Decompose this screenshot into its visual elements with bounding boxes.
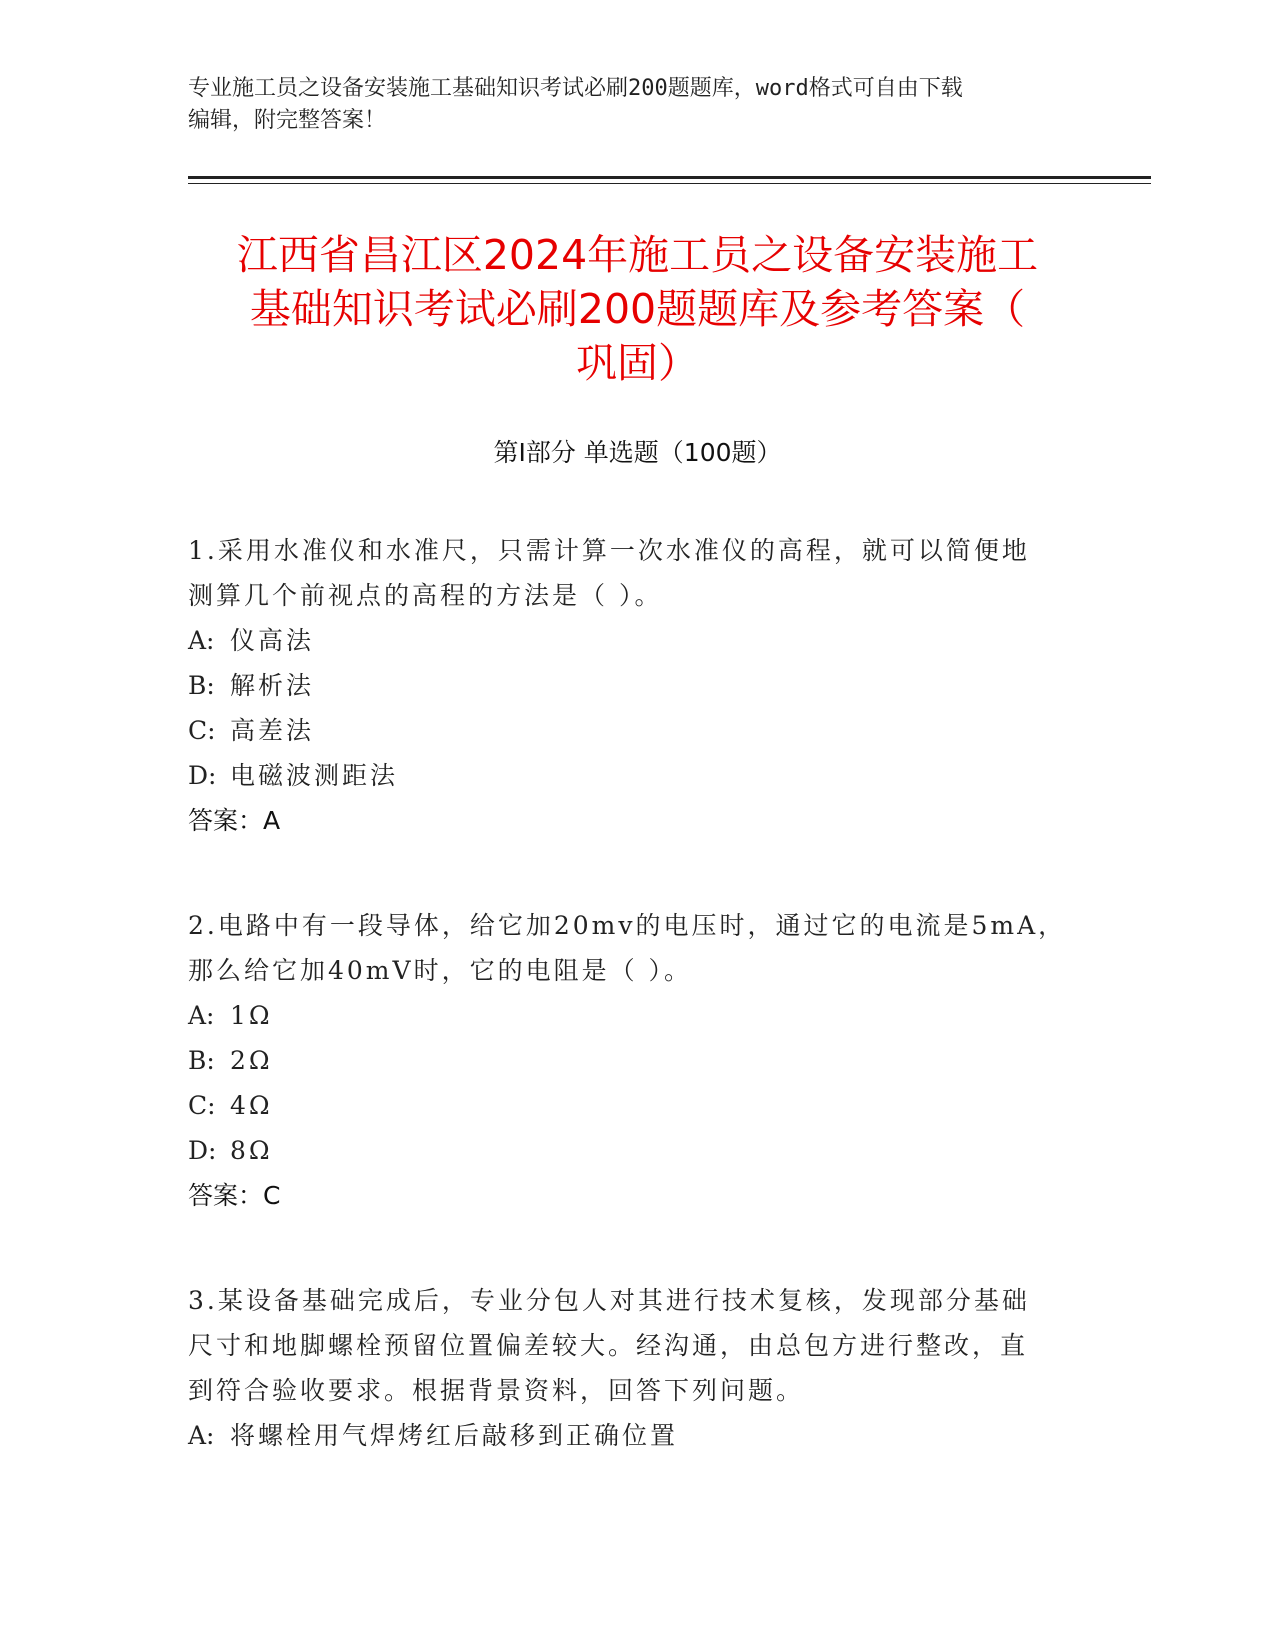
question-stem: 测算几个前视点的高程的方法是（ ）。 xyxy=(188,581,663,610)
question-stem: 2.电路中有一段导体，给它加20mv的电压时，通过它的电流是5mA， xyxy=(188,911,1067,940)
question-stem: 到符合验收要求。根据背景资料，回答下列问题。 xyxy=(188,1376,805,1405)
header-note-line: 专业施工员之设备安装施工基础知识考试必刷200题题库，word格式可自由下载 xyxy=(188,76,963,101)
answer-line xyxy=(188,798,1068,843)
question-stem: 尺寸和地脚螺栓预留位置偏差较大。经沟通，由总包方进行整改，直 xyxy=(188,1331,1029,1360)
option-label: B: xyxy=(188,671,215,700)
option-d xyxy=(188,1128,1068,1173)
option-text: 仪高法 xyxy=(230,626,315,655)
option-b xyxy=(188,663,1068,708)
header-rule-thick xyxy=(188,176,1151,179)
option-label: D: xyxy=(188,1136,217,1165)
option-a xyxy=(188,993,1068,1038)
option-c xyxy=(188,1083,1068,1128)
option-text: 高差法 xyxy=(230,716,315,745)
option-label: A: xyxy=(188,1001,215,1030)
option-a xyxy=(188,618,1068,663)
option-a xyxy=(188,1413,1068,1458)
option-c xyxy=(188,708,1068,753)
option-text: 4Ω xyxy=(230,1091,273,1120)
section-heading: 第Ⅰ部分 单选题（100题） xyxy=(493,438,782,467)
header-rule-thin xyxy=(188,183,1151,184)
document-title xyxy=(150,228,1125,390)
header-note xyxy=(188,73,1088,137)
option-label: A: xyxy=(188,1421,215,1450)
title-line: 江西省昌江区2024年施工员之设备安装施工 xyxy=(236,231,1039,279)
option-text: 将螺栓用气焊烤红后敲移到正确位置 xyxy=(230,1421,679,1450)
answer-prefix: 答案： xyxy=(188,1181,264,1210)
answer-line xyxy=(188,1173,1068,1218)
option-text: 1Ω xyxy=(230,1001,273,1030)
question-stem: 3.某设备基础完成后，专业分包人对其进行技术复核，发现部分基础 xyxy=(188,1286,1030,1315)
question-3 xyxy=(188,1278,1068,1458)
option-text: 电磁波测距法 xyxy=(230,761,399,790)
option-label: C: xyxy=(188,1091,216,1120)
question-stem: 1.采用水准仪和水准尺，只需计算一次水准仪的高程，就可以简便地 xyxy=(188,536,1030,565)
option-text: 8Ω xyxy=(230,1136,273,1165)
option-text: 解析法 xyxy=(230,671,315,700)
answer-prefix: 答案： xyxy=(188,806,264,835)
option-b xyxy=(188,1038,1068,1083)
option-label: C: xyxy=(188,716,216,745)
option-label: D: xyxy=(188,761,217,790)
answer-value: A xyxy=(263,806,281,835)
option-label: A: xyxy=(188,626,215,655)
question-1 xyxy=(188,528,1068,843)
answer-value: C xyxy=(263,1181,281,1210)
option-text: 2Ω xyxy=(230,1046,273,1075)
title-line: 基础知识考试必刷200题题库及参考答案（ xyxy=(249,285,1026,333)
option-label: B: xyxy=(188,1046,215,1075)
question-2 xyxy=(188,903,1068,1218)
option-d xyxy=(188,753,1068,798)
question-list xyxy=(188,528,1068,1518)
title-line: 巩固） xyxy=(576,339,699,387)
question-stem: 那么给它加40mV时，它的电阻是（ ）。 xyxy=(188,956,693,985)
header-note-line: 编辑，附完整答案！ xyxy=(188,108,387,133)
